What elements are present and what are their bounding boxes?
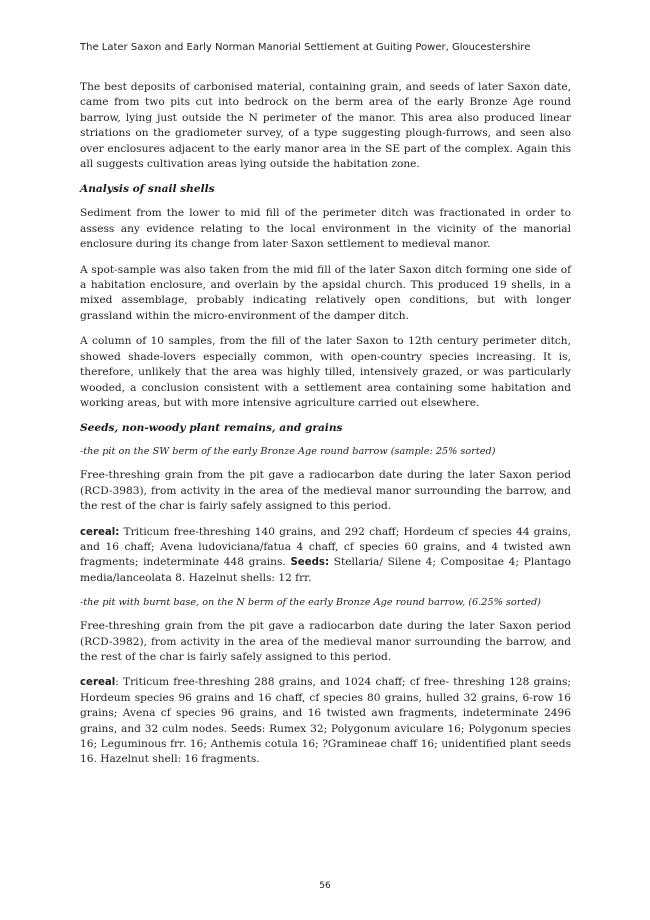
page-number: 56 [319, 881, 331, 891]
snail-paragraph-1: Sediment from the lower to mid fill of the perimeter ditch was fractionated in order to assess any evidence relating to the local environment in the vicinity of the manorial enclosure during its change from later Saxon settlement to medieval manor. [80, 207, 571, 251]
pit1-seeds-label: Seeds: [290, 557, 330, 569]
snail-paragraph-2: A spot-sample was also taken from the mid fill of the later Saxon ditch forming one side of a habitation enclosure, and overlain by the apsidal church. This produced 19 shells, in a mixed assemblage, probably indicating relatively open conditions, but with longer grassland within the micro-environment of the damper ditch. [80, 263, 571, 322]
pit1-cereal-text: Triticum free-threshing 140 grains, and 292 chaff; Hordeum cf species 44 grains, and 16 chaff; Avena ludoviciana/fatua 4 chaff, cf species 60 grains, and 4 twisted awn fragments; indeterminate 448 grains. [80, 525, 571, 569]
pit2-inventory [80, 675, 571, 767]
seeds-section-heading: Seeds, non-woody plant remains, and grains [80, 422, 343, 435]
pit1-inventory [80, 525, 571, 587]
intro-paragraph: The best deposits of carbonised material, containing grain, and seeds of later Saxon date, came from two pits cut into bedrock on the berm area of the early Bronze Age round barrow, lying just outside the N perimeter of the manor. This area also produced linear striations on the gradiometer survey, of a type suggesting plough-furrows, and seen also over enclosures adjacent to the early manor area in the SE part of the complex. Again this all suggests cultivation areas lying outside the habitation zone. [80, 81, 571, 171]
pit2-subheading: -the pit with burnt base, on the N berm of the early Bronze Age round barrow, (6.25% sorted) [80, 597, 541, 609]
snail-section-heading: Analysis of snail shells [80, 183, 215, 196]
pit2-cereal-label: cereal [80, 677, 116, 689]
pit2-description: Free-threshing grain from the pit gave a radiocarbon date during the later Saxon period (RCD-3982), from activity in the area of the medieval manor surrounding the barrow, and the rest of the char is fairly safely assigned to this period. [80, 620, 571, 663]
snail-paragraph-3: A column of 10 samples, from the fill of the later Saxon to 12th century perimeter ditch, showed shade-lovers especially common, with open-country species increasing. It is, therefore, unlikely that the area was highly tilled, intensively grazed, or was particularly wooded, a conclusion consistent with a settlement area containing some habitation and working areas, but with more intensive agriculture carried out elsewhere. [80, 335, 571, 409]
pit1-cereal-label: cereal: [80, 526, 120, 538]
pit1-subheading: -the pit on the SW berm of the early Bronze Age round barrow (sample: 25% sorted) [80, 446, 496, 458]
pit2-seeds-text: : Rumex 32; Polygonum aviculare 16; Polygonum species 16; Leguminous frr. 16; Anthemis cotula 16; ?Gramineae chaff 16; unidentified plant seeds 16. Hazelnut shell: 16 fragments. [80, 722, 571, 766]
pit1-seeds-text: Stellaria/ Silene 4; Compositae 4; Plantago media/lanceolata 8. Hazelnut shells: 12 frr. [80, 556, 571, 584]
running-header: The Later Saxon and Early Norman Manorial Settlement at Guiting Power, Gloucestershire [80, 42, 531, 53]
pit1-description: Free-threshing grain from the pit gave a radiocarbon date during the later Saxon period (RCD-3983), from activity in the area of the medieval manor surrounding the barrow, and the rest of the char is fairly safely assigned to this period. [80, 469, 571, 513]
body-text [80, 80, 571, 778]
pit2-seeds-label: Seeds [231, 723, 262, 735]
pit2-cereal-text: : Triticum free-threshing 288 grains, and 1024 chaff; cf free- threshing 128 grains; Hordeum species 96 grains and 16 chaff, cf species 80 grains, hulled 32 grains, 6-row 16 grains; Avena cf species 96 grains, and 16 twisted awn fragments, indeterminate 2496 grains, and 32 culm nodes. [80, 676, 571, 735]
